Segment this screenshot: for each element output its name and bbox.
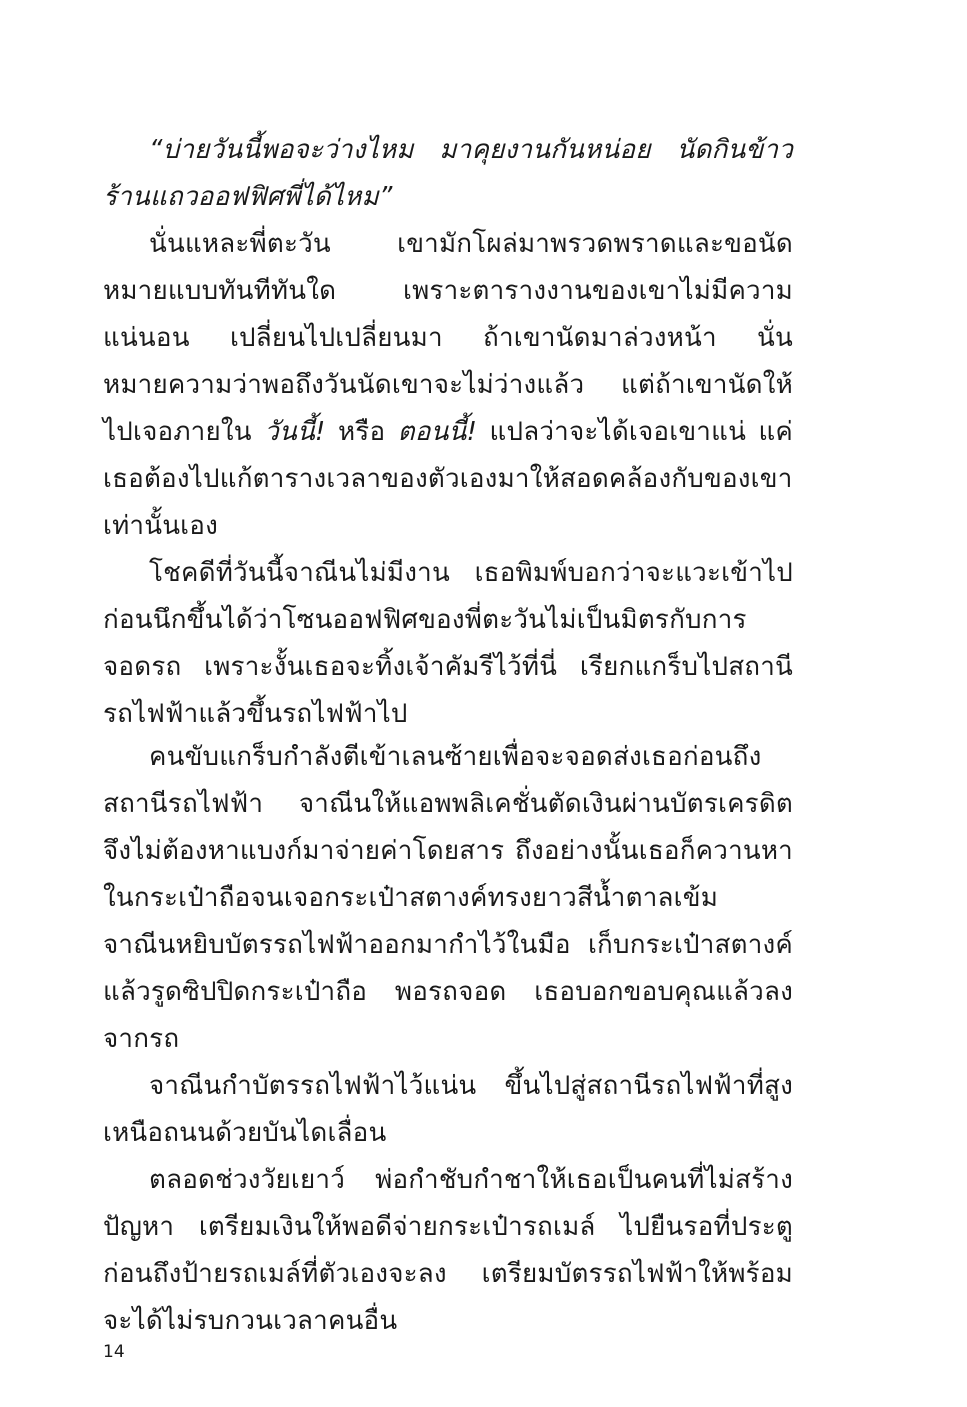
- emphasis-text: ตอนนี้!: [397, 417, 478, 447]
- text-section-bottom: [103, 734, 793, 1345]
- body-paragraph: จาณีนกำบัตรรถไฟฟ้าไว้แน่น ขึ้นไปสู่สถานีรถไฟฟ้าที่สูงเหนือถนนด้วยบันไดเลื่อน: [103, 1071, 793, 1148]
- body-paragraph: คนขับแกร็บกำลังตีเข้าเลนซ้ายเพื่อจะจอดส่งเธอก่อนถึงสถานีรถไฟฟ้า จาณีนให้แอพพลิเคชั่นตัดเงินผ่านบัตรเครดิต จึงไม่ต้องหาแบงก์มาจ่ายค่าโดยสาร ถึงอย่างนั้นเธอก็ควานหาในกระเป๋าถือจนเจอกระเป๋าสตางค์ทรงยาวสีน้ำตาลเข้ม จาณีนหยิบบัตรรถไฟฟ้าออกมากำไว้ในมือ เก็บกระเป๋าสตางค์แล้วรูดซิปปิดกระเป๋าถือ พอรถจอด เธอบอกขอบคุณแล้วลงจากรถ: [103, 742, 793, 1054]
- body-paragraph: โชคดีที่วันนี้จาณีนไม่มีงาน เธอพิมพ์บอกว่าจะแวะเข้าไปก่อนนึกขึ้นได้ว่าโซนออฟฟิศของพี่ตะวันไม่เป็นมิตรกับการจอดรถ เพราะงั้นเธอจะทิ้งเจ้าคัมรีไว้ที่นี่ เรียกแกร็บไปสถานีรถไฟฟ้าแล้วขึ้นรถไฟฟ้าไป: [103, 558, 793, 729]
- emphasis-text: วันนี้!: [264, 417, 326, 447]
- text-run: นั่นแหละพี่ตะวัน เขามักโผล่มาพรวดพราดและขอนัดหมายแบบทันทีทันใด เพราะตารางงานของเขาไม่มีความแน่นอน เปลี่ยนไปเปลี่ยนมา ถ้าเขานัดมาล่วงหน้า นั่นหมายความว่าพอถึงวันนัดเขาจะไม่ว่างแล้ว แต่ถ้าเขานัดให้ไปเจอภายใน: [103, 229, 793, 447]
- text-run: หรือ: [325, 417, 398, 447]
- page-number: 14: [103, 1342, 125, 1362]
- text-section-top: [103, 127, 793, 738]
- body-paragraph: [103, 221, 793, 550]
- quote-paragraph: “บ่ายวันนี้พอจะว่างไหม มาคุยงานกันหน่อย นัดกินข้าวร้านแถวออฟฟิศพี่ได้ไหม”: [103, 135, 793, 212]
- text-run: แปลว่าจะได้เจอเขาแน่ แค่เธอต้องไปแก้ตารางเวลาของตัวเองมาให้สอดคล้องกับของเขา เท่านั้นเอง: [103, 417, 793, 541]
- body-paragraph: ตลอดช่วงวัยเยาว์ พ่อกำชับกำชาให้เธอเป็นคนที่ไม่สร้างปัญหา เตรียมเงินให้พอดีจ่ายกระเป๋ารถเมล์ ไปยืนรอที่ประตูก่อนถึงป้ายรถเมล์ที่ตัวเองจะลง เตรียมบัตรรถไฟฟ้าให้พร้อมจะได้ไม่รบกวนเวลาคนอื่น: [103, 1165, 793, 1336]
